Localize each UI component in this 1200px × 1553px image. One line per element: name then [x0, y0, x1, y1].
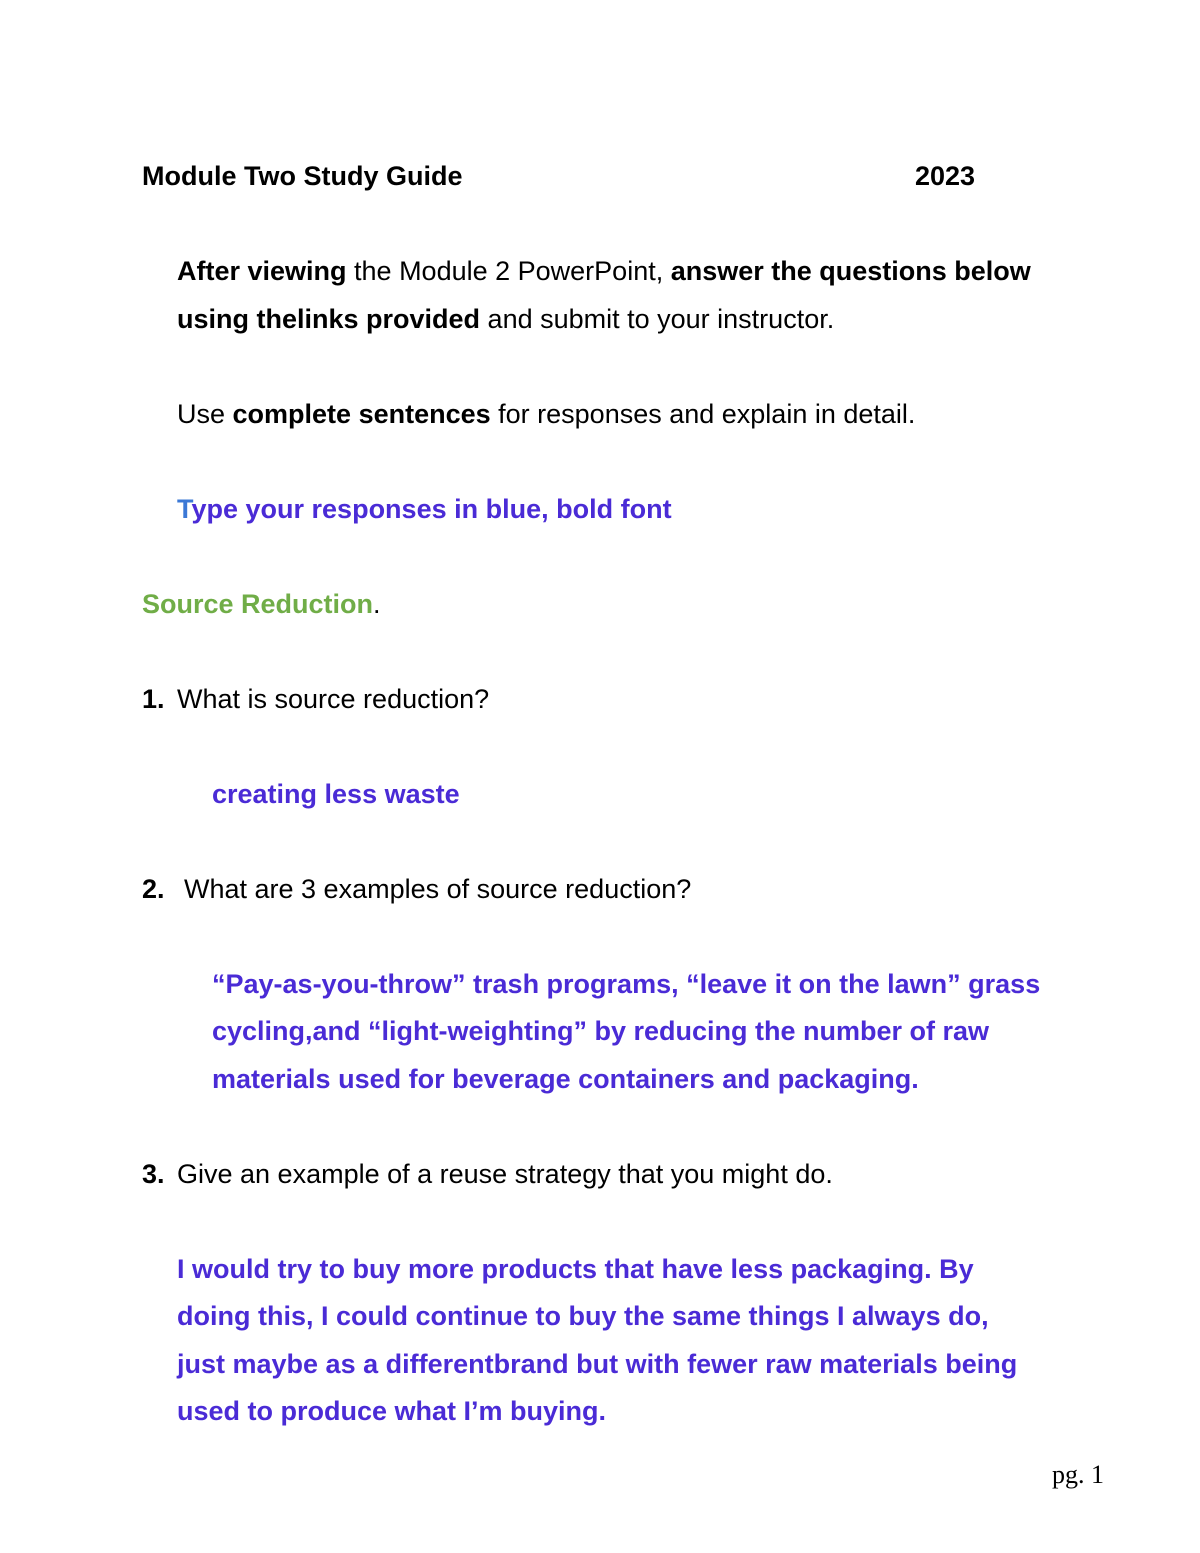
question-3-number: 3. — [142, 1158, 165, 1189]
complete-sentences-instruction — [142, 391, 1142, 439]
answer-3-line-3: just maybe as a differentbrand but with fewer raw materials being — [177, 1348, 1018, 1379]
answer-2-line-3: materials used for beverage containers and packaging. — [212, 1063, 919, 1094]
intro-line-1 — [177, 248, 1142, 296]
question-1-text: What is source reduction? — [177, 683, 490, 714]
answer-2 — [142, 961, 1142, 1104]
question-3 — [142, 1151, 1142, 1199]
sentences-use: Use — [177, 398, 233, 429]
section-title-period: . — [373, 588, 381, 619]
question-3-text: Give an example of a reuse strategy that you might do. — [177, 1158, 833, 1189]
intro-using-links: using thelinks provided — [177, 303, 481, 334]
sentences-complete: complete sentences — [232, 398, 491, 429]
page-number: pg. 1 — [1052, 1460, 1104, 1489]
section-heading — [142, 581, 1142, 629]
response-format-instruction: Type your responses in blue, bold font — [177, 493, 672, 524]
answer-3-line-1: I would try to buy more products that have less packaging. By — [177, 1253, 974, 1284]
sentences-rest: for responses and explain in detail. — [490, 398, 916, 429]
intro-paragraph — [142, 248, 1142, 343]
answer-3-line-4: used to produce what I’m buying. — [177, 1396, 607, 1426]
question-1-number: 1. — [142, 683, 165, 714]
question-2-number: 2. — [142, 873, 165, 904]
intro-after-viewing: After viewing — [177, 256, 347, 286]
answer-2-line-2: cycling,and “light-weighting” by reducing the number of raw — [212, 1016, 990, 1046]
answer-1-line-1: creating less waste — [212, 778, 460, 809]
answer-2-line-1: “Pay-as-you-throw” trash programs, “leave it on the lawn” grass — [212, 968, 1041, 999]
answer-1 — [142, 771, 1142, 819]
answer-3-line-2: doing this, I could continue to buy the same things I always do, — [177, 1301, 989, 1331]
section-title: Source Reduction — [142, 588, 374, 619]
question-2 — [142, 866, 1142, 914]
document-body — [142, 153, 1142, 1436]
intro-powerpoint-text: the Module 2 PowerPoint, — [346, 256, 671, 286]
document-year: 2023 — [915, 161, 976, 191]
question-2-text: What are 3 examples of source reduction? — [184, 873, 692, 904]
document-title: Module Two Study Guide — [142, 161, 463, 191]
document-header — [142, 153, 1142, 201]
answer-3 — [142, 1246, 1142, 1436]
intro-answer-questions: answer the questions below — [670, 256, 1031, 286]
intro-line-2 — [177, 296, 1142, 344]
intro-submit-text: and submit to your instructor. — [480, 303, 835, 334]
question-1 — [142, 676, 1142, 724]
